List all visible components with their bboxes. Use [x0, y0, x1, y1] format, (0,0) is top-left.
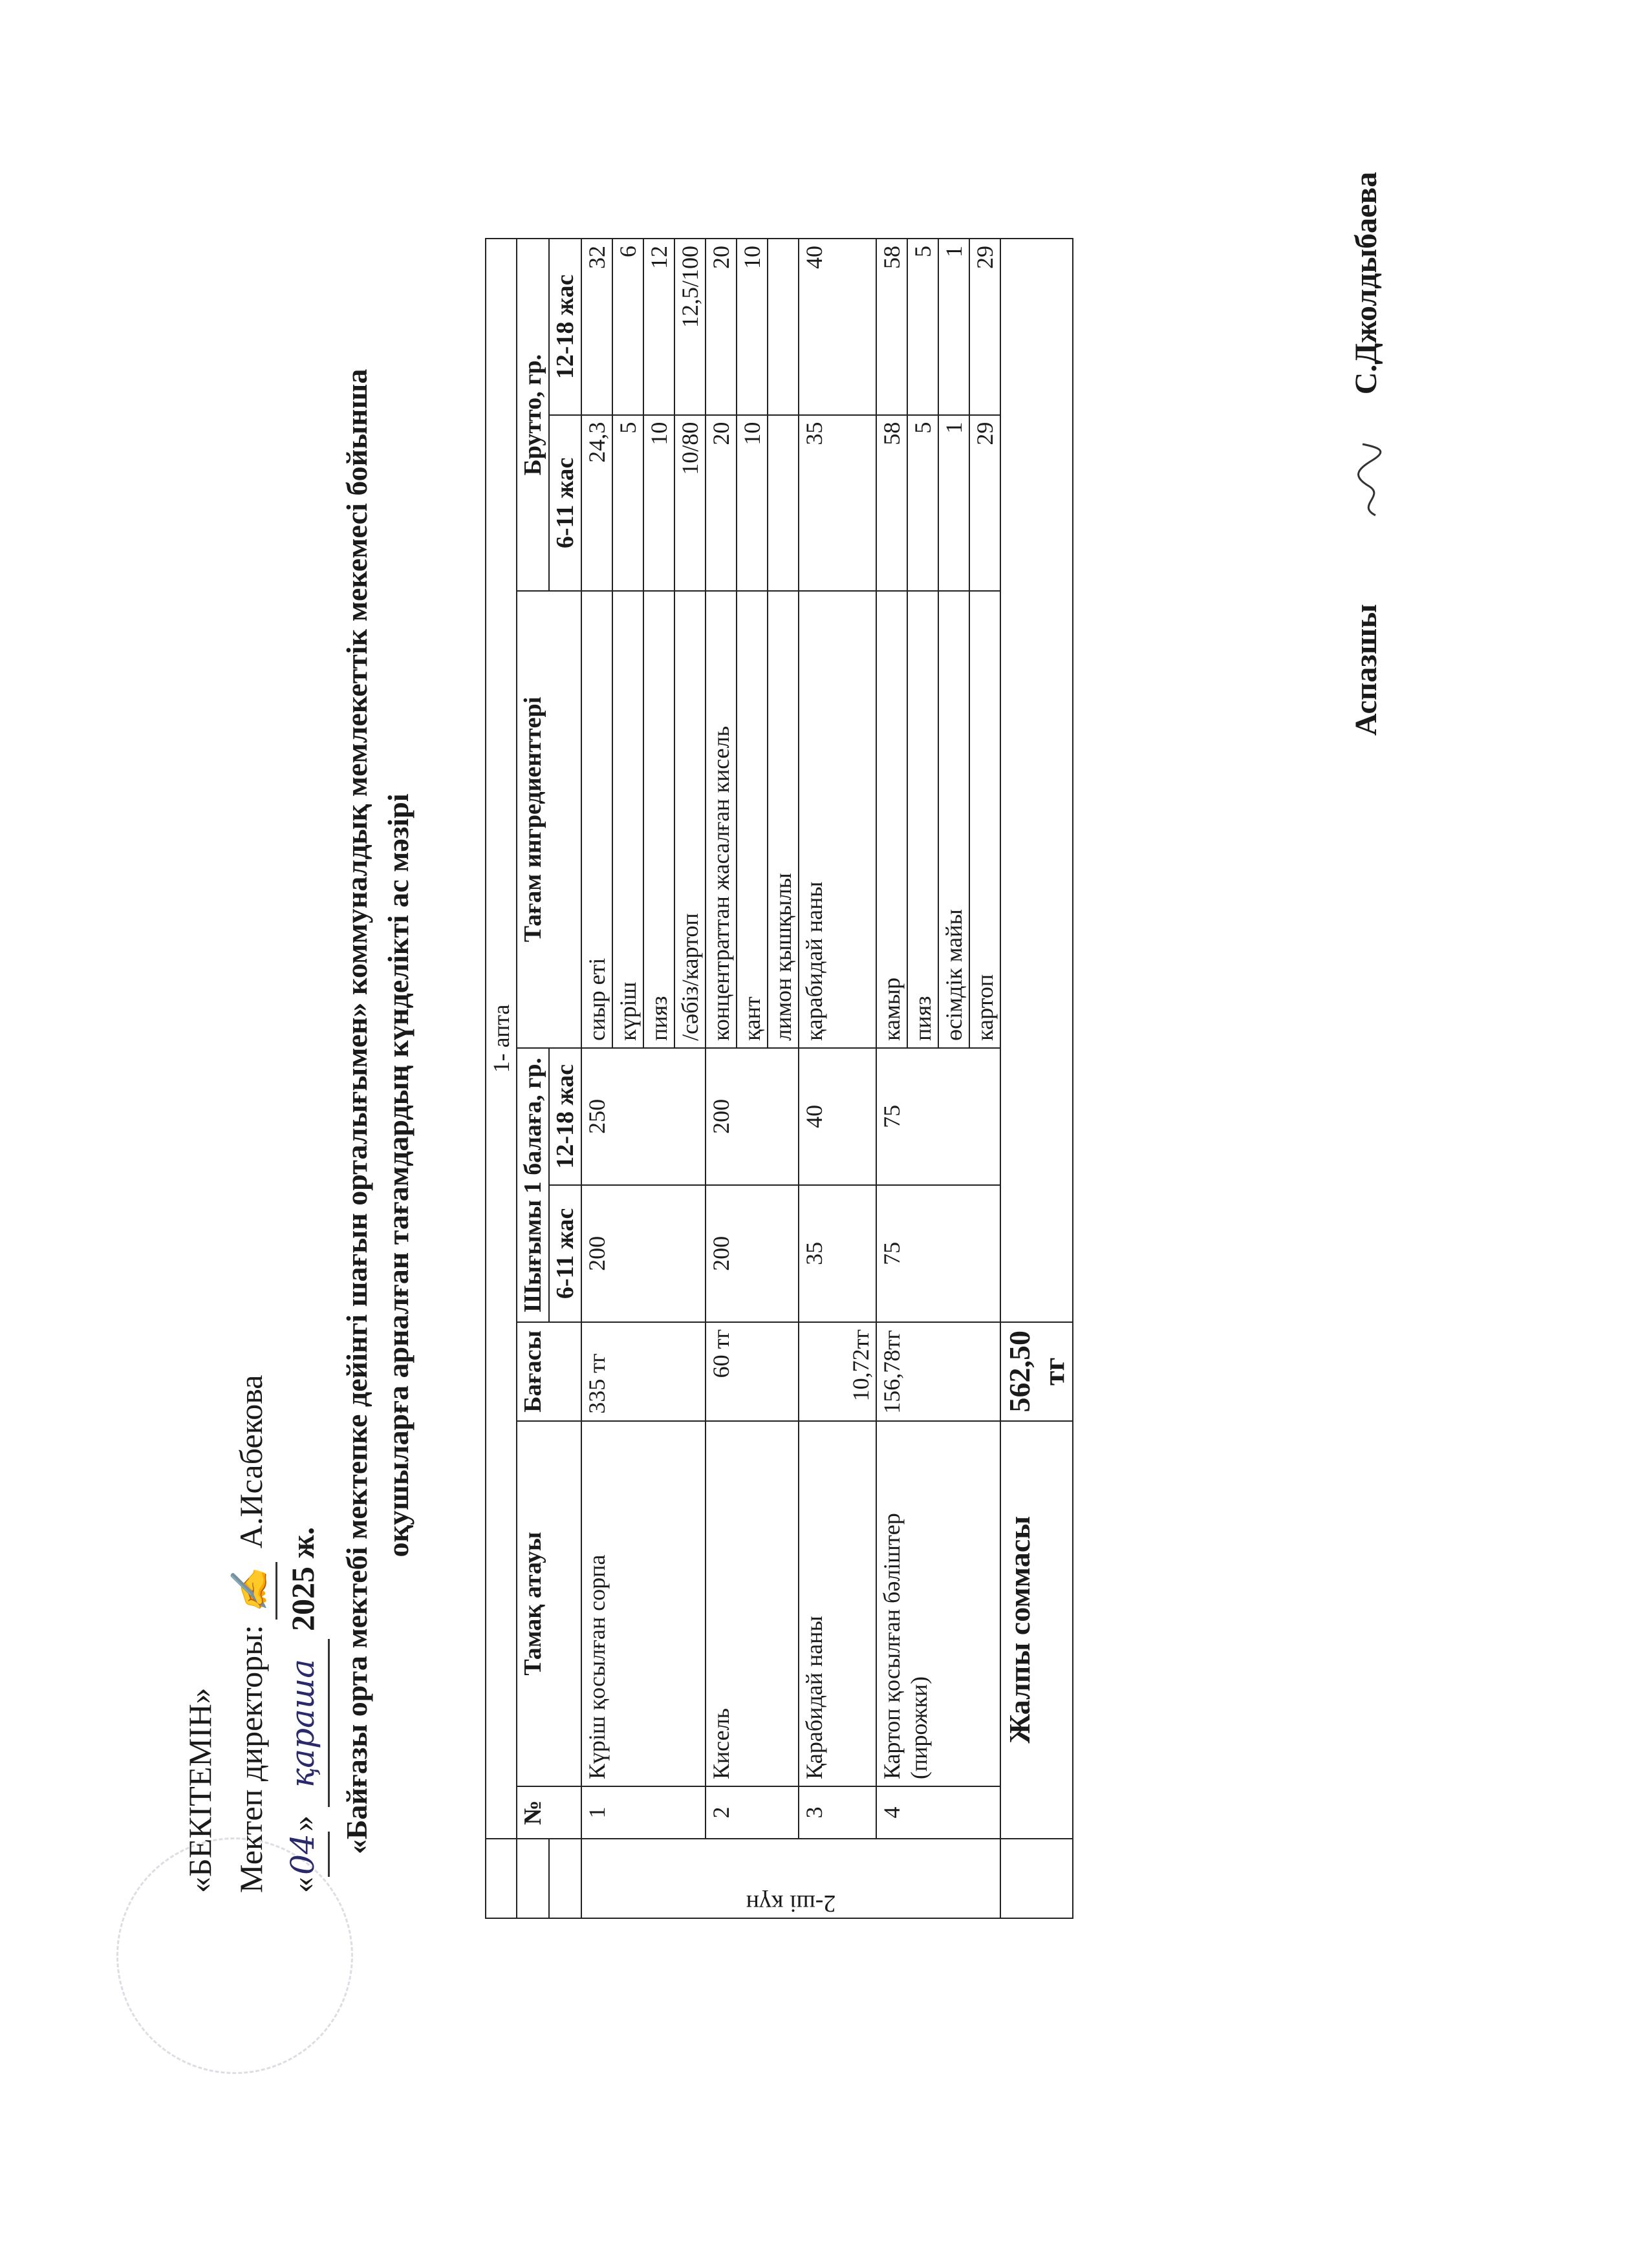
- total-row: [1000, 239, 1073, 1918]
- week-label: 1- апта: [486, 239, 517, 1839]
- header-yield-b: 12-18 жас: [549, 1048, 581, 1185]
- menu-table: [485, 238, 1073, 1919]
- ingredient: /сәбіз/картоп: [674, 591, 706, 1048]
- brutto-b: 40: [799, 239, 876, 415]
- date-open: «: [285, 1877, 321, 1893]
- header-brutto-b: 12-18 жас: [549, 239, 581, 415]
- ingredient: пияз: [907, 591, 938, 1048]
- day-corner-4: [1000, 1839, 1073, 1918]
- date-close: »: [285, 1815, 321, 1832]
- approval-block: [175, 1375, 330, 1893]
- ingredient: лимон қышқылы: [768, 591, 799, 1048]
- brutto-a: 24,3: [581, 415, 612, 592]
- brutto-a: 35: [799, 415, 876, 592]
- header-yield: Шығымы 1 балаға, гр.: [517, 1048, 549, 1322]
- director-label: Мектеп директоры:: [233, 1625, 269, 1893]
- row-num: 4: [876, 1786, 1000, 1839]
- date-day: 04: [277, 1832, 330, 1877]
- dish-name: Картоп қосылған бәліштер (пирожки): [876, 1421, 1000, 1786]
- dish-name: Қарабидай наны: [799, 1421, 876, 1786]
- title-line-2: оқушыларға арналған тағамдардың күнделікті ас мәзірі: [382, 793, 415, 1557]
- dish-price: 156,78тг: [876, 1322, 1000, 1421]
- ingredient: пияз: [643, 591, 674, 1048]
- brutto-b: 12: [643, 239, 674, 415]
- brutto-a: 10: [643, 415, 674, 592]
- dish-price: 335 тг: [581, 1322, 706, 1421]
- row-num: 1: [581, 1786, 706, 1839]
- cook-name: С.Джолдыбаева: [1349, 171, 1383, 395]
- total-value: 562,50 тг: [1000, 1322, 1073, 1421]
- ingredient: өсімдік майы: [938, 591, 969, 1048]
- title-line-1: «Байғазы орта мектебі мектепке дейінгі шағын орталығымен» коммуналдық мемлекеттік мекемесі бойынша: [340, 369, 373, 1854]
- brutto-b: 10: [737, 239, 768, 415]
- brutto-b: [768, 239, 799, 415]
- yield-b: 75: [876, 1048, 1000, 1185]
- brutto-a: 5: [907, 415, 938, 592]
- brutto-b: 20: [706, 239, 737, 415]
- total-empty: [1000, 239, 1073, 1322]
- row-num: 2: [706, 1786, 799, 1839]
- day-corner: [486, 1839, 517, 1918]
- row-num: 3: [799, 1786, 876, 1839]
- document-title: [336, 270, 419, 1854]
- dish-name: Кисель: [706, 1421, 799, 1786]
- ingredient: сиыр еті: [581, 591, 612, 1048]
- table-row: [799, 239, 876, 1918]
- day-corner-3: [549, 1839, 581, 1918]
- ingredient: қарабидай наны: [799, 591, 876, 1048]
- ingredient: қант: [737, 591, 768, 1048]
- brutto-a: 10: [737, 415, 768, 592]
- table-row: [706, 239, 737, 1918]
- header-num: №: [517, 1786, 581, 1839]
- brutto-a: 58: [876, 415, 907, 592]
- cook-role: Аспазшы: [1349, 604, 1383, 736]
- yield-a: 200: [706, 1185, 799, 1322]
- day-label: 2-ші күн: [746, 1890, 836, 1917]
- approval-heading: «БЕКІТЕМІН»: [182, 1687, 218, 1893]
- total-label: Жалпы соммасы: [1000, 1421, 1073, 1839]
- brutto-b: 32: [581, 239, 612, 415]
- signature-mark: [1350, 441, 1388, 519]
- dish-price: 60 тг: [706, 1322, 799, 1421]
- ingredient: камыр: [876, 591, 907, 1048]
- brutto-a: 10/80: [674, 415, 706, 592]
- brutto-a: 5: [612, 415, 643, 592]
- brutto-a: 20: [706, 415, 737, 592]
- yield-a: 75: [876, 1185, 1000, 1322]
- header-price: Бағасы: [517, 1322, 581, 1421]
- yield-b: 40: [799, 1048, 876, 1185]
- brutto-b: 58: [876, 239, 907, 415]
- day-cell: [581, 1839, 1000, 1918]
- header-name: Тамақ атауы: [517, 1421, 581, 1786]
- brutto-b: 12,5/100: [674, 239, 706, 415]
- brutto-a: 1: [938, 415, 969, 592]
- brutto-b: 5: [907, 239, 938, 415]
- header-brutto-a: 6-11 жас: [549, 415, 581, 592]
- header-brutto: Брутто, гр.: [517, 239, 549, 591]
- day-corner-2: [517, 1839, 549, 1918]
- table-row: [876, 239, 907, 1918]
- brutto-a: 29: [969, 415, 1000, 592]
- yield-a: 200: [581, 1185, 706, 1322]
- brutto-b: 1: [938, 239, 969, 415]
- header-ingredients: Тағам ингредиенттері: [517, 591, 581, 1048]
- brutto-b: 29: [969, 239, 1000, 415]
- date-year: 2025 ж.: [285, 1526, 321, 1631]
- footer-signature: [1348, 172, 1388, 736]
- brutto-b: 6: [612, 239, 643, 415]
- director-name: А.Исабекова: [233, 1375, 269, 1549]
- yield-b: 250: [581, 1048, 706, 1185]
- ingredient: күріш: [612, 591, 643, 1048]
- yield-a: 35: [799, 1185, 876, 1322]
- director-signature: ✍: [225, 1562, 277, 1620]
- header-yield-a: 6-11 жас: [549, 1185, 581, 1322]
- dish-price: 10,72тг: [799, 1322, 876, 1421]
- date-month: қараша: [277, 1640, 330, 1808]
- dish-name: Күріш қосылған сорпа: [581, 1421, 706, 1786]
- ingredient: концентраттан жасалған кисель: [706, 591, 737, 1048]
- ingredient: картоп: [969, 591, 1000, 1048]
- yield-b: 200: [706, 1048, 799, 1185]
- table-row: [581, 239, 612, 1918]
- brutto-a: [768, 415, 799, 592]
